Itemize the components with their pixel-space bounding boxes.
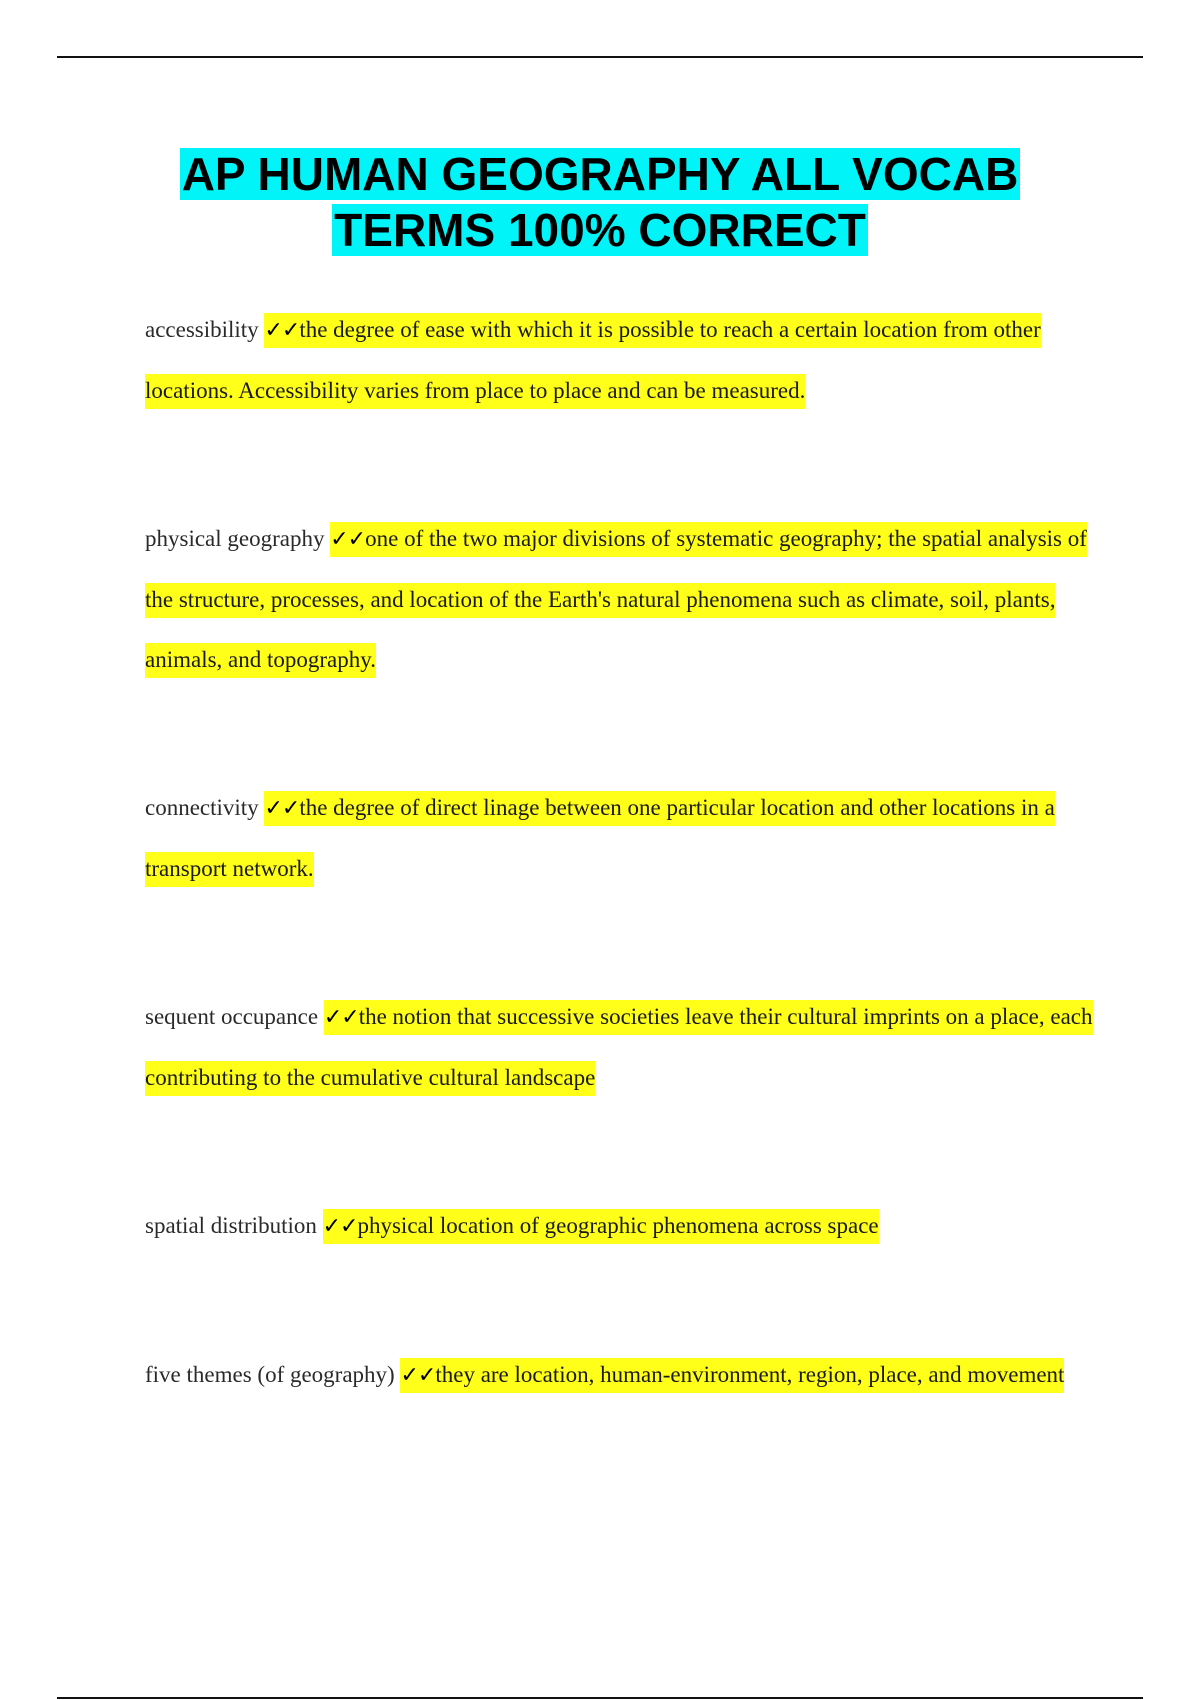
double-check-icon: ✓✓ [322,1214,358,1239]
double-check-icon: ✓✓ [264,796,300,821]
double-check-icon: ✓✓ [330,527,366,552]
title-line-2: TERMS 100% CORRECT [334,204,866,256]
definition-highlight [145,791,1055,887]
definition: the degree of direct linage between one particular location and other locations in a transport network. [145,795,1055,881]
term: physical geography [145,526,325,551]
term: accessibility [145,317,259,342]
definition: physical location of geographic phenomena across space [357,1213,879,1238]
vocab-entry-physical-geography [145,509,1095,690]
top-rule [57,56,1143,58]
definition-highlight [400,1358,1064,1393]
double-check-icon: ✓✓ [264,318,300,343]
vocab-entry-five-themes [145,1345,1095,1406]
vocab-entry-accessibility [145,300,1095,421]
vocab-entry-spatial-distribution [145,1196,1095,1257]
definition: they are location, human-environment, region, place, and movement [435,1362,1065,1387]
definition: the degree of ease with which it is possible to reach a certain location from other locations. Accessibility varies from place to place and can be measured. [145,317,1041,403]
term: five themes (of geography) [145,1362,395,1387]
double-check-icon: ✓✓ [323,1005,359,1030]
double-check-icon: ✓✓ [400,1363,436,1388]
term: spatial distribution [145,1213,317,1238]
definition: the notion that successive societies leave their cultural imprints on a place, each contributing to the cumulative cultural landscape [145,1004,1093,1090]
bottom-rule [57,1697,1143,1699]
definition: one of the two major divisions of systematic geography; the spatial analysis of the structure, processes, and location of the Earth's natural phenomena such as climate, soil, plants, animals, and topography. [145,526,1087,672]
vocab-entry-sequent-occupance [145,987,1095,1108]
definition-highlight [145,313,1041,409]
term: connectivity [145,795,259,820]
vocab-list [145,300,1095,1406]
title-line-1: AP HUMAN GEOGRAPHY ALL VOCAB [181,148,1019,200]
page-title [0,146,1200,258]
vocab-entry-connectivity [145,778,1095,899]
definition-highlight [323,1209,879,1244]
term: sequent occupance [145,1004,319,1029]
